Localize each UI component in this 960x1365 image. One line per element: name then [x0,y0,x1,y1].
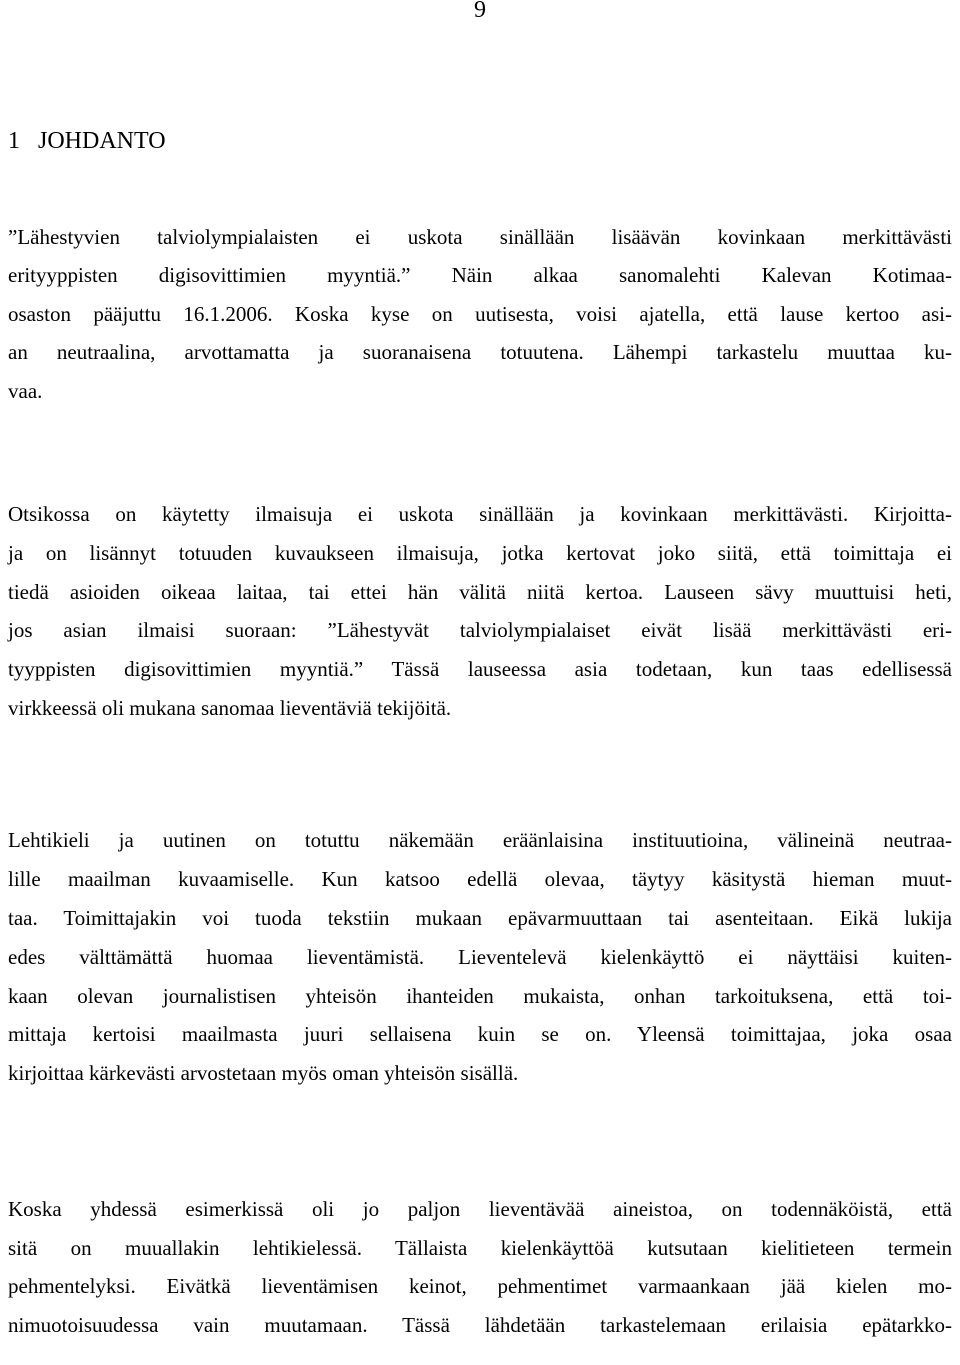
paragraph-line: taa. Toimittajakin voi tuoda tekstiin mukaan epävarmuuttaan tai asenteitaan. Eikä lukija [8,905,952,930]
paragraph-line: virkkeessä oli mukana sanomaa lieventäviä tekijöitä. [8,695,452,720]
paragraph-line: kirjoittaa kärkevästi arvostetaan myös oman yhteisön sisällä. [8,1061,519,1086]
paragraph-line: ja on lisännyt totuuden kuvaukseen ilmaisuja, jotka kertovat joko siitä, että toimittaja ei [8,540,952,565]
paragraph-line: Koska yhdessä esimerkissä oli jo paljon lieventävää aineistoa, on todennäköistä, että [8,1197,952,1221]
paragraph-line: osaston pääjuttu 16.1.2006. Koska kyse on uutisesta, voisi ajatella, että lause kertoo asi- [8,301,952,326]
paragraph-line: edes välttämättä huomaa lieventämistä. Lieventelevä kielenkäyttö ei näyttäisi kuiten- [8,944,952,969]
paragraph-line: erityyppisten digisovittimien myyntiä.” Näin alkaa sanomalehti Kalevan Kotimaa- [8,263,952,288]
paragraph-2 [8,495,952,728]
paragraph-1 [8,218,952,410]
paragraph-line: sitä on muuallakin lehtikielessä. Tällaista kielenkäyttöä kutsutaan kielitieteen termein [8,1235,952,1260]
page-number: 9 [474,0,486,23]
paragraph-line: tyyppisten digisovittimien myyntiä.” Tässä lauseessa asia todetaan, kun taas edellisessä [8,657,952,682]
paragraph-3 [8,821,952,1093]
paragraph-line: mittaja kertoisi maailmasta juuri sellaisena kuin se on. Yleensä toimittajaa, joka osaa [8,1022,952,1047]
chapter-heading: 1 JOHDANTO [8,128,166,154]
paragraph-line: nimuotoisuudessa vain muutamaan. Tässä lähdetään tarkastelemaan erilaisia epätarkko- [8,1312,952,1337]
paragraph-4 [8,1190,952,1344]
paragraph-line: vaa. [8,378,43,403]
paragraph-line: kaan olevan journalistisen yhteisön ihanteiden mukaista, onhan tarkoituksena, että toi- [8,983,952,1008]
paragraph-line: pehmentelyksi. Eivätkä lieventämisen keinot, pehmentimet varmaankaan jää kielen mo- [8,1274,952,1298]
paragraph-line: ”Lähestyvien talviolympialaisten ei uskota sinällään lisäävän kovinkaan merkittävästi [8,225,952,249]
paragraph-line: tiedä asioiden oikeaa laitaa, tai ettei hän välitä niitä kertoa. Lauseen sävy muuttuisi heti, [8,579,952,604]
paragraph-line: Otsikossa on käytetty ilmaisuja ei uskota sinällään ja kovinkaan merkittävästi. Kirjoitta- [8,502,952,526]
paragraph-line: lille maailman kuvaamiselle. Kun katsoo edellä olevaa, täytyy käsitystä hieman muut- [8,866,952,891]
paragraph-line: jos asian ilmaisi suoraan: ”Lähestyvät talviolympialaiset eivät lisää merkittävästi eri- [8,618,952,643]
paragraph-line: Lehtikieli ja uutinen on totuttu näkemään eräänlaisina instituutioina, välineinä neutraa- [8,828,952,852]
paragraph-line: an neutraalina, arvottamatta ja suoranaisena totuutena. Lähempi tarkastelu muuttaa ku- [8,340,952,365]
